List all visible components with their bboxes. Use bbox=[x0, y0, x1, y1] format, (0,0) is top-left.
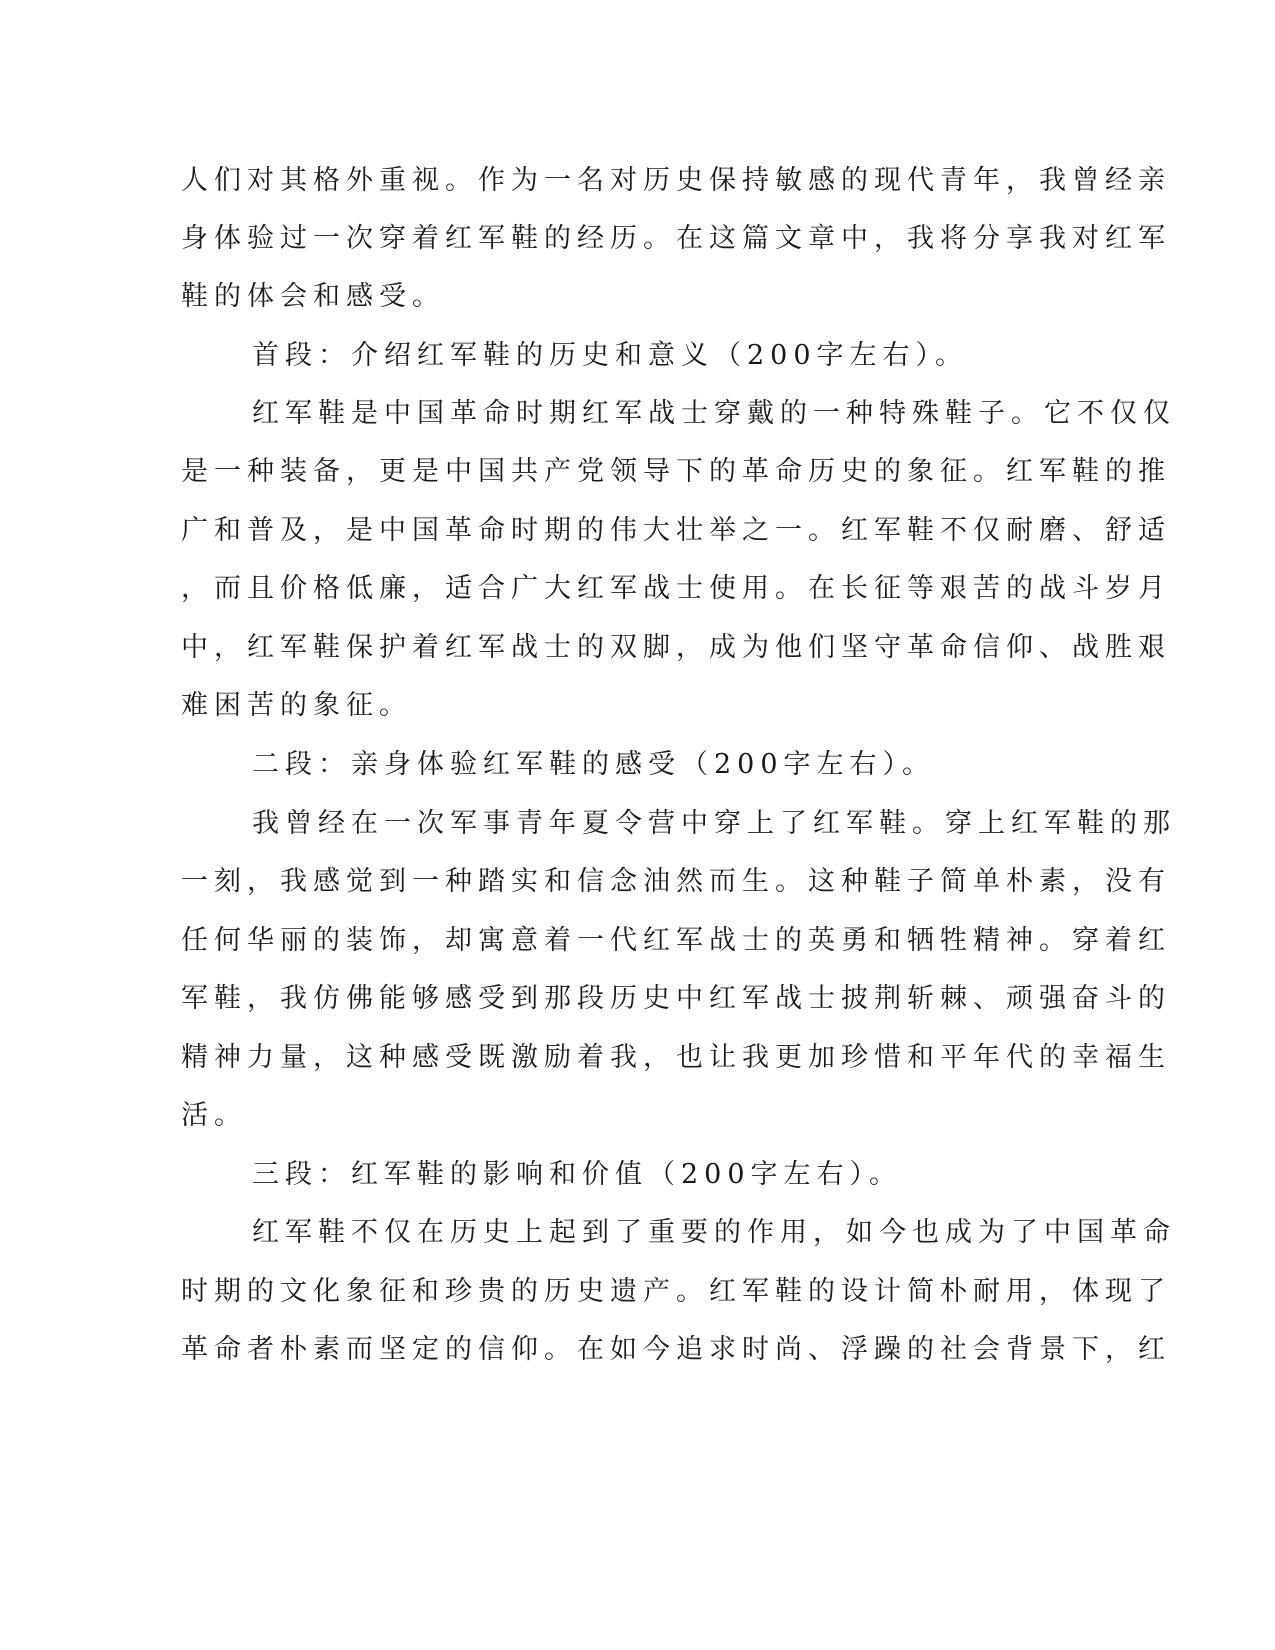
text-line: 时期的文化象征和珍贵的历史遗产。红军鞋的设计简朴耐用，体现了 bbox=[181, 1276, 1171, 1307]
text-line: 革命者朴素而坚定的信仰。在如今追求时尚、浮躁的社会背景下，红 bbox=[181, 1334, 1171, 1365]
text-line: 任何华丽的装饰，却寓意着一代红军战士的英勇和牺牲精神。穿着红 bbox=[181, 925, 1171, 956]
text-line: 一刻，我感觉到一种踏实和信念油然而生。这种鞋子简单朴素，没有 bbox=[181, 866, 1171, 897]
section-heading: 二段：亲身体验红军鞋的感受（200字左右）。 bbox=[252, 749, 936, 780]
text-line: 红军鞋是中国革命时期红军战士穿戴的一种特殊鞋子。它不仅仅 bbox=[252, 398, 1176, 429]
section-heading: 首段：介绍红军鞋的历史和意义（200字左右）。 bbox=[252, 340, 969, 371]
text-line: 难困苦的象征。 bbox=[181, 690, 412, 721]
text-line: 军鞋，我仿佛能够感受到那段历史中红军战士披荆斩棘、顽强奋斗的 bbox=[181, 983, 1171, 1014]
text-line: 鞋的体会和感受。 bbox=[181, 281, 445, 312]
text-line: ，而且价格低廉，适合广大红军战士使用。在长征等艰苦的战斗岁月 bbox=[181, 573, 1171, 604]
text-line: 身体验过一次穿着红军鞋的经历。在这篇文章中，我将分享我对红军 bbox=[181, 223, 1171, 254]
text-line: 人们对其格外重视。作为一名对历史保持敏感的现代青年，我曾经亲 bbox=[181, 165, 1171, 196]
text-line: 广和普及，是中国革命时期的伟大壮举之一。红军鞋不仅耐磨、舒适 bbox=[181, 515, 1171, 546]
text-line: 我曾经在一次军事青年夏令营中穿上了红军鞋。穿上红军鞋的那 bbox=[252, 808, 1176, 839]
text-line: 中，红军鞋保护着红军战士的双脚，成为他们坚守革命信仰、战胜艰 bbox=[181, 632, 1171, 663]
text-line: 是一种装备，更是中国共产党领导下的革命历史的象征。红军鞋的推 bbox=[181, 456, 1171, 487]
section-heading: 三段：红军鞋的影响和价值（200字左右）。 bbox=[252, 1159, 903, 1190]
text-line: 精神力量，这种感受既激励着我，也让我更加珍惜和平年代的幸福生 bbox=[181, 1042, 1171, 1073]
text-line: 红军鞋不仅在历史上起到了重要的作用，如今也成为了中国革命 bbox=[252, 1217, 1176, 1248]
text-line: 活。 bbox=[181, 1100, 247, 1131]
